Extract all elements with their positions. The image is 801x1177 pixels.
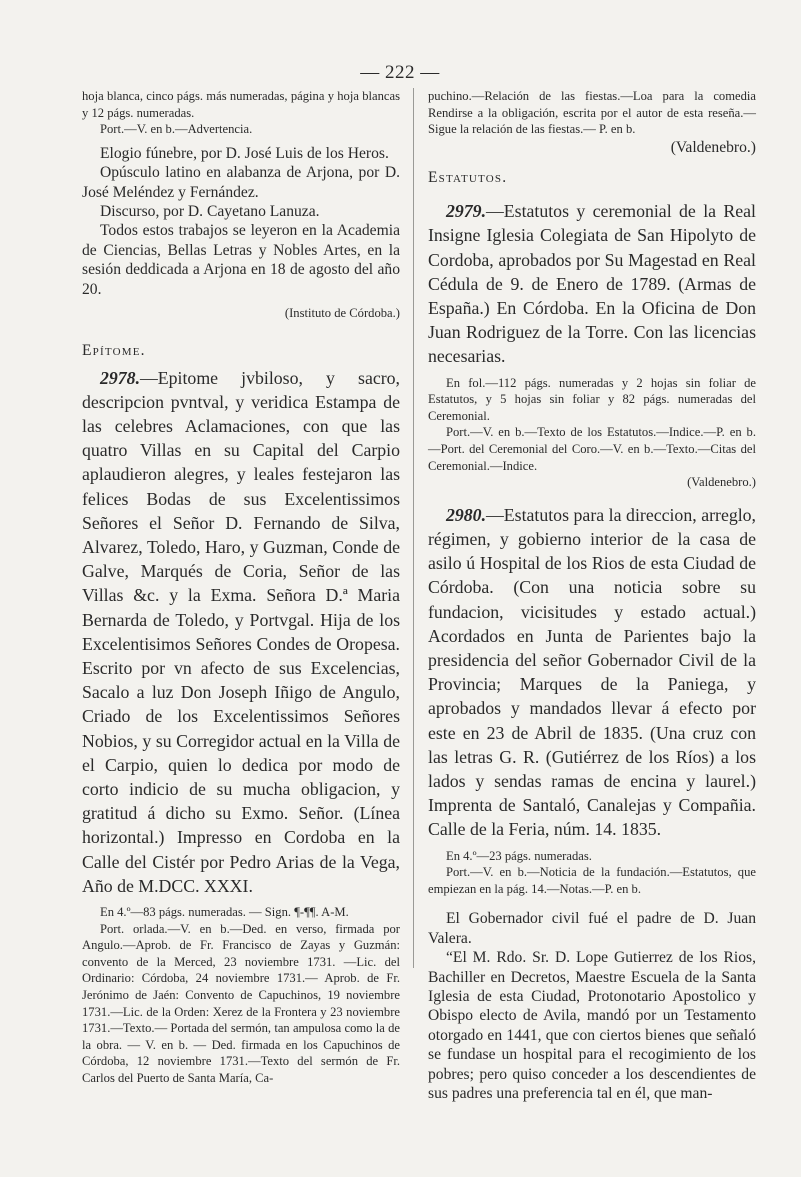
entry-title: —Epitome jvbiloso, y sacro, descripcion pvntval, y veridica Estampa de las celebres Aclamaciones, con que las quatro Villas en su Capital del Carpio aplaudieron alegres, y leales festejaron las felices Bodas de sus Excelentissimos Señores el Señor D. Fernando de Silva, Alvarez, Toledo, Haro, y Guzman, Conde de Galve, Marqués de Coria, Señor de las Villas &c. y la Exma. Señora D.ª Maria Bernarda de Toledo, y Portvgal. Hija de los Excelentisimos Señores Condes de Oropesa. Escrito por vn afecto de sus Excelencias, Sacalo a luz Don Joseph Iñigo de Angulo, Criado de los Excelentissimos Señores Nobios, y su Corregidor actual en la Villa de el Carpio, quien lo dedica por modo de corto indicio de su mucha obligacion, y gratitud á dicho su Exmo. Señor. (Línea horizontal.) Impresso en Cordoba en la Calle del Cistér por Pedro Arias de la Vega, Año de M.DCC. XXXI. bbox=[82, 367, 400, 896]
quote-paragraph: “El M. Rdo. Sr. D. Lope Gutierrez de los Rios, Bachiller en Decretos, Maestre Escuela de la Santa Iglesia de esta Ciudad, Protonotario Apostolico y Obispo electo de Avila, mandó por un Testamento otorgado en 1441, que con ciertos bienes que señaló se fundase un hospital para el recogimiento de los pobres; pero quiso conceder a los descendientes de sus padres una preferencia tal en él, que man- bbox=[428, 949, 756, 1103]
catalog-entry-2978 bbox=[82, 366, 400, 898]
entry-description: En 4.º—83 págs. numeradas. — Sign. ¶-¶¶. A-M. bbox=[100, 905, 349, 920]
left-column bbox=[82, 88, 400, 1087]
column-divider bbox=[413, 88, 414, 968]
catalog-entry-2980 bbox=[428, 503, 756, 842]
page-number: — 222 — bbox=[360, 62, 440, 83]
entry-number: 2978. bbox=[100, 367, 141, 388]
entry-number: 2980. bbox=[446, 504, 487, 525]
entry-description: Port. orlada.—V. en b.—Ded. en verso, firmada por Angulo.—Aprob. de Fr. Francisco de Zayas y Guzmán: convento de la Merced, 23 noviembre 1731. —Lic. del Ordinario: Córdoba, 24 noviembre 1731.— Aprob. de Fr. Jerónimo de Jaén: Convento de Capuchinos, 19 noviembre 1731.—Lic. de la Orden: Xerez de la Frontera y 23 noviembre 1731.—Texto.— Portada del sermón, tan ampulosa como la de la obra. — V. en b. — Ded. firmada en los Capuchinos de Córdoba, 12 noviembre 1731.—Texto del sermón de Fr. Carlos del Puerto de Santa María, Ca- bbox=[82, 921, 400, 1086]
section-heading: Estatutos. bbox=[428, 169, 508, 187]
source-citation: (Valdenebro.) bbox=[687, 475, 756, 490]
entry-description: Port.—V. en b.—Texto de los Estatutos.—Indice.—P. en b.—Port. del Ceremonial del Coro.—V. en b.—Texto.—Citas del Ceremonial.—Indice. bbox=[428, 425, 756, 473]
section-heading: Epítome. bbox=[82, 341, 146, 359]
entry-description: En 4.º—23 págs. numeradas. bbox=[446, 848, 592, 863]
note-paragraph: El Gobernador civil fué el padre de D. Juan Valera. bbox=[428, 910, 756, 947]
entry-description: En fol.—112 págs. numeradas y 2 hojas sin foliar de Estatutos, y 5 hojas sin foliar y 82 págs. numeradas del Ceremonial. bbox=[428, 375, 756, 423]
source-citation: (Valdenebro.) bbox=[670, 138, 756, 156]
continuation-text: hoja blanca, cinco págs. más numeradas, página y hoja blancas y 12 págs. numeradas. bbox=[82, 89, 400, 120]
entry-number: 2979. bbox=[446, 201, 487, 222]
content-line: Elogio fúnebre, por D. José Luis de los Heros. bbox=[100, 144, 389, 162]
description-line: Port.—V. en b.—Advertencia. bbox=[100, 122, 253, 137]
catalog-entry-2979 bbox=[428, 199, 756, 368]
entry-title: —Estatutos y ceremonial de la Real Insigne Iglesia Colegiata de San Hipolyto de Cordoba, aprobados por Su Magestad en Real Cédula de 9. de Enero de 1789. (Armas de España.) En Córdoba. En la Oficina de Don Juan Rodriguez de la Torre. Con las licencias necesarias. bbox=[428, 201, 756, 367]
content-line: Opúsculo latino en alabanza de Arjona, por D. José Meléndez y Fernández. bbox=[82, 164, 400, 201]
entry-title: —Estatutos para la direccion, arreglo, régimen, y gobierno interior de la casa de asilo ú Hospital de los Rios de esta Ciudad de Córdoba. (Con una noticia sobre su fundacion, vicisitudes y estado actual.) Acordados en Junta de Parientes bajo la presidencia del señor Gobernador Civil de la Provincia; Marques de la Paniega, y aprobados y mandados llevar á efecto por este en 23 de Abril de 1835. (Una cruz con las letras G. R. (Gutiérrez de los Ríos) a los lados y sendas ramas de encina y laurel.) Imprenta de Santaló, Canalejas y Compañia. Calle de la Feria, núm. 14. 1835. bbox=[428, 504, 756, 840]
content-line: Todos estos trabajos se leyeron en la Academia de Ciencias, Bellas Letras y Nobles Artes, en la sesión deddicada a Arjona en 18 de agosto del año 20. bbox=[82, 222, 400, 298]
content-line: Discurso, por D. Cayetano Lanuza. bbox=[100, 203, 320, 220]
entry-description: Port.—V. en b.—Noticia de la fundación.—Estatutos, que empiezan en la pág. 14.—Notas.—P. en b. bbox=[428, 865, 756, 896]
continuation-text: puchino.—Relación de las fiestas.—Loa para la comedia Rendirse a la obligación, escrita por el autor de esta reseña.—Sigue la relación de las fiestas.— P. en b. bbox=[428, 89, 756, 137]
source-citation: (Instituto de Córdoba.) bbox=[284, 306, 400, 321]
right-column bbox=[428, 88, 756, 1103]
